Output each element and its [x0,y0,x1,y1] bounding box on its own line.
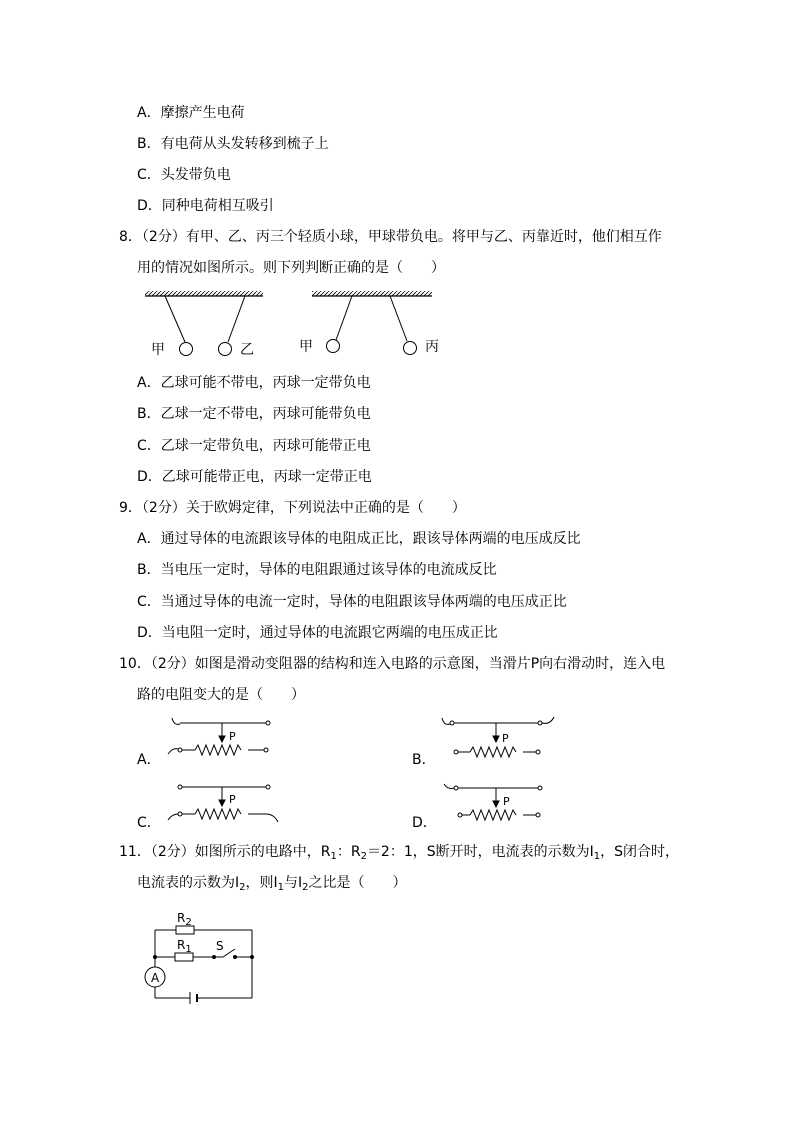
q10-option-d: D． [412,815,437,831]
q11-label-r2: $R_2$ [177,911,192,928]
q8-stem-line2: 用的情况如图所示。则下列判断正确的是（ ） [137,260,445,276]
q8-label-yi: 乙 [240,342,254,358]
q8-stem-line1: 8．（2分）有甲、乙、丙三个轻质小球，甲球带负电。将甲与乙、丙靠近时，他们相互作 [119,229,662,245]
q10-c-slider-p: P [229,793,236,806]
q8-label-jia-left: 甲 [151,342,165,358]
q10-stem-line2: 路的电阻变大的是（ ） [137,687,305,703]
q10-stem-line1: 10．（2分）如图是滑动变阻器的结构和连入电路的示意图，当滑片P向右滑动时，连入电 [119,656,666,672]
q9-stem: 9．（2分）关于欧姆定律，下列说法中正确的是（ ） [119,500,466,516]
q7-option-b: B．有电荷从头发转移到梳子上 [137,136,329,152]
q10-b-slider-p: P [502,732,509,745]
q11-stem-line1: 11．（2分）如图所示的电路中，$R_1$：$R_2=2$：1，S断开时，电流表的示数为$I_1$，S闭合时， [119,844,680,862]
q9-option-b: B．当电压一定时，导体的电阻跟通过该导体的电流成反比 [137,562,497,578]
q11-label-r1: $R_1$ [177,938,192,955]
q8-option-a: A．乙球可能不带电，丙球一定带负电 [137,375,371,391]
q10-option-b: B． [412,752,436,768]
q7-option-c: C．头发带负电 [137,167,231,183]
q10-option-c: C． [137,815,161,831]
q10-a-slider-p: P [229,730,236,743]
q8-option-c: C．乙球一定带负电，丙球可能带正电 [137,438,371,454]
q7-option-a: A．摩擦产生电荷 [137,105,245,121]
q9-option-d: D．当电阻一定时，通过导体的电流跟它两端的电压成正比 [137,625,498,641]
q7-option-d: D．同种电荷相互吸引 [137,198,274,214]
q11-ammeter-label: A [151,971,160,985]
q9-option-c: C．当通过导体的电流一定时，导体的电阻跟该导体两端的电压成正比 [137,594,567,610]
q8-label-jia-right: 甲 [299,339,313,355]
q11-stem-line2: 电流表的示数为$I_2$，则$I_1$与$I_2$之比是（ ） [137,875,407,893]
q8-option-d: D．乙球可能带正电，丙球一定带正电 [137,469,372,485]
q9-option-a: A．通过导体的电流跟该导体的电阻成正比，跟该导体两端的电压成反比 [137,531,581,547]
q11-label-switch-s: S [216,939,224,953]
q8-label-bing: 丙 [425,339,439,355]
q8-option-b: B．乙球一定不带电，丙球可能带负电 [137,406,371,422]
q10-d-slider-p: P [503,795,510,808]
q10-option-a: A． [137,752,161,768]
